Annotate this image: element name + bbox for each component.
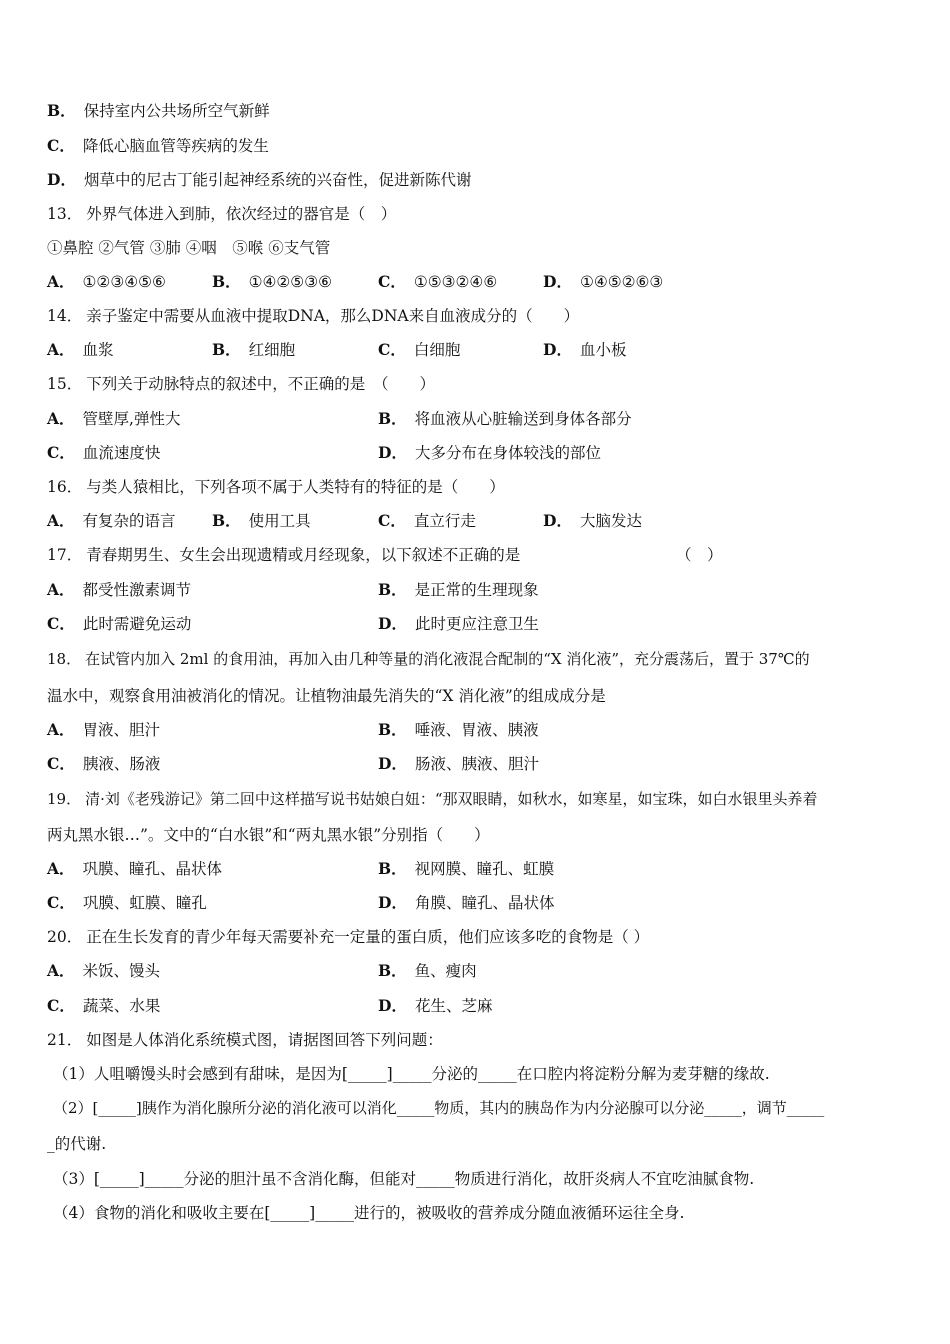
q19-option-a (47, 859, 222, 879)
q21-stem (47, 1030, 443, 1050)
question-number: 17． (47, 546, 83, 564)
option-text: 降低心脑血管等疾病的发生 (82, 137, 269, 155)
question-text: 在试管内加入 2ml 的食用油，再加入由几种等量的消化液混合配制的“X 消化液”，充分震荡后，置于 37℃的 (85, 650, 810, 668)
option-label: A． (47, 340, 75, 359)
option-label: C． (378, 340, 406, 359)
option-text: 唾液、胃液、胰液 (414, 721, 539, 739)
option-label: B． (212, 272, 241, 291)
question-text: 与类人猿相比，下列各项不属于人类特有的特征的是（ ） (86, 478, 505, 496)
q14-option-b (212, 340, 295, 360)
q16-option-a (47, 511, 176, 531)
option-label: D． (543, 511, 572, 530)
option-text: 蔬菜、水果 (82, 997, 161, 1015)
option-label: B． (378, 720, 407, 739)
q13-option-b (212, 272, 332, 292)
option-text: 巩膜、瞳孔、晶状体 (82, 860, 223, 878)
option-label: A． (47, 272, 75, 291)
option-text: 将血液从心脏输送到身体各部分 (414, 410, 632, 428)
option-text: 胃液、胆汁 (82, 721, 161, 739)
option-label: A． (47, 720, 75, 739)
question-text: 清·刘《老残游记》第二回中这样描写说书姑娘白妞：“那双眼睛，如秋水，如寒星，如宝珠，如白水银里头养着 (85, 790, 818, 808)
option-text: 视网膜、瞳孔、虹膜 (414, 860, 555, 878)
option-label: D． (378, 996, 407, 1015)
option-label: B． (378, 580, 407, 599)
q20-option-b (378, 961, 477, 981)
option-text: 血浆 (82, 341, 114, 359)
q17-option-a (47, 580, 191, 600)
q15-option-a (47, 409, 180, 429)
question-number: 21． (47, 1031, 83, 1049)
option-label: A． (47, 859, 75, 878)
option-text: 巩膜、虹膜、瞳孔 (82, 894, 207, 912)
option-label: B． (47, 101, 76, 120)
q18-option-d (378, 754, 539, 774)
q19-option-d (378, 893, 554, 913)
option-label: B． (378, 961, 407, 980)
q15-option-d (378, 443, 601, 463)
item-list: ①鼻腔 ②气管 ③肺 ④咽 ⑤喉 ⑥支气管 (47, 239, 331, 257)
option-label: C． (47, 754, 75, 773)
option-label: B． (212, 511, 241, 530)
q20-option-c (47, 996, 160, 1016)
q12-option-d (47, 170, 471, 190)
q19-option-c (47, 893, 207, 913)
option-text: 白细胞 (413, 341, 461, 359)
q15-option-b (378, 409, 632, 429)
option-text: 直立行走 (413, 512, 476, 530)
q14-option-d (543, 340, 626, 360)
option-label: A． (47, 409, 75, 428)
question-number: 13． (47, 205, 83, 223)
q15-stem (47, 374, 435, 394)
question-text: 下列关于动脉特点的叙述中，不正确的是 （ ） (86, 375, 435, 393)
option-text: 大多分布在身体较浅的部位 (414, 444, 601, 462)
q21-sub2-line2: _的代谢. (47, 1135, 107, 1153)
option-label: D． (543, 340, 572, 359)
question-number: 15． (47, 375, 83, 393)
question-number: 18． (47, 650, 82, 668)
option-text: ①④②⑤③⑥ (248, 273, 332, 291)
option-text: 此时更应注意卫生 (414, 615, 539, 633)
option-text: 烟草中的尼古丁能引起神经系统的兴奋性，促进新陈代谢 (83, 171, 472, 189)
q20-option-a (47, 961, 160, 981)
option-label: B． (378, 859, 407, 878)
option-text: 是正常的生理现象 (414, 581, 539, 599)
option-text: 管壁厚,弹性大 (82, 410, 181, 428)
q18-option-c (47, 754, 160, 774)
option-text: ①②③④⑤⑥ (82, 273, 166, 291)
q14-option-a (47, 340, 114, 360)
option-text: 血小板 (579, 341, 627, 359)
question-text: 两丸黑水银…”。文中的“白水银”和“两丸黑水银”分别指（ ） (47, 826, 490, 844)
option-label: C． (47, 614, 75, 633)
q16-stem (47, 477, 505, 497)
option-label: D． (378, 893, 407, 912)
q14-option-c (378, 340, 460, 360)
question-number: 20． (47, 928, 83, 946)
q12-option-b (47, 101, 270, 121)
option-text: 米饭、馒头 (82, 962, 161, 980)
q21-sub4: （4）食物的消化和吸收主要在[_____]_____进行的，被吸收的营养成分随血液循环运往全身. (53, 1204, 685, 1222)
q19-stem-line2 (47, 825, 490, 845)
q13-items (47, 238, 330, 258)
option-label: C． (47, 136, 75, 155)
option-label: C． (47, 443, 75, 462)
question-number: 19． (47, 790, 82, 808)
option-text: 保持室内公共场所空气新鲜 (83, 102, 270, 120)
question-text: 正在生长发育的青少年每天需要补充一定量的蛋白质，他们应该多吃的食物是（ ） (86, 928, 650, 946)
option-text: 红细胞 (248, 341, 296, 359)
q18-option-b (378, 720, 539, 740)
q17-option-b (378, 580, 539, 600)
q19-option-b (378, 859, 554, 879)
question-number: 14． (47, 307, 83, 325)
option-text: 血流速度快 (82, 444, 161, 462)
q12-option-c (47, 136, 269, 156)
option-text: 有复杂的语言 (82, 512, 176, 530)
q17-option-d (378, 614, 539, 634)
option-text: 此时需避免运动 (82, 615, 192, 633)
option-label: C． (378, 272, 406, 291)
q20-stem (47, 927, 649, 947)
option-text: 肠液、胰液、胆汁 (414, 755, 539, 773)
q13-stem (47, 204, 396, 224)
option-label: D． (378, 754, 407, 773)
option-text: 角膜、瞳孔、晶状体 (414, 894, 555, 912)
q17-stem (47, 545, 520, 565)
option-label: A． (47, 580, 75, 599)
q21-sub3: （3）[_____]_____分泌的胆汁虽不含消化酶，但能对_____物质进行消化，故肝炎病人不宜吃油腻食物. (53, 1170, 755, 1188)
option-label: D． (378, 614, 407, 633)
option-label: B． (378, 409, 407, 428)
option-label: D． (378, 443, 407, 462)
option-text: ①④⑤②⑥③ (579, 273, 664, 291)
question-text: 温水中，观察食用油被消化的情况。让植物油最先消失的“X 消化液”的组成成分是 (47, 687, 606, 705)
option-label: A． (47, 511, 75, 530)
option-label: C． (47, 893, 75, 912)
q19-stem-line1 (47, 789, 818, 809)
q17-answer-paren: （ ） (676, 546, 723, 564)
q16-option-d (543, 511, 642, 531)
option-label: A． (47, 961, 75, 980)
option-label: D． (543, 272, 572, 291)
question-number: 16． (47, 478, 83, 496)
option-label: B． (212, 340, 241, 359)
q20-option-d (378, 996, 492, 1016)
q13-option-a (47, 272, 166, 292)
q18-stem-line2 (47, 686, 606, 706)
option-text: 胰液、肠液 (82, 755, 161, 773)
option-text: 花生、芝麻 (414, 997, 493, 1015)
option-label: C． (47, 996, 75, 1015)
q13-option-c (378, 272, 497, 292)
option-text: 使用工具 (248, 512, 311, 530)
q16-option-b (212, 511, 311, 531)
q15-option-c (47, 443, 160, 463)
q18-stem-line1 (47, 649, 810, 669)
option-text: 都受性激素调节 (82, 581, 192, 599)
option-text: 鱼、瘦肉 (414, 962, 477, 980)
q21-sub1: （1）人咀嚼馒头时会感到有甜味，是因为[_____]_____分泌的_____在口腔内将淀粉分解为麦芽糖的缘故. (53, 1065, 770, 1083)
option-text: 大脑发达 (579, 512, 642, 530)
q14-stem (47, 306, 579, 326)
q18-option-a (47, 720, 160, 740)
q17-option-c (47, 614, 191, 634)
q13-option-d (543, 272, 663, 292)
question-text: 如图是人体消化系统模式图，请据图回答下列问题： (86, 1031, 443, 1049)
question-text: 外界气体进入到肺，依次经过的器官是（ ） (86, 205, 397, 223)
option-label: C． (378, 511, 406, 530)
option-label: D． (47, 170, 76, 189)
question-text: 青春期男生、女生会出现遗精或月经现象，以下叙述不正确的是 (86, 546, 521, 564)
option-text: ①⑤③②④⑥ (413, 273, 498, 291)
question-text: 亲子鉴定中需要从血液中提取DNA，那么DNA来自血液成分的（ ） (86, 307, 580, 325)
q21-sub2-line1: （2）[_____]胰作为消化腺所分泌的消化液可以消化_____物质，其内的胰岛作为内分泌腺可以分泌_____，调节_____ (53, 1099, 825, 1117)
q16-option-c (378, 511, 476, 531)
